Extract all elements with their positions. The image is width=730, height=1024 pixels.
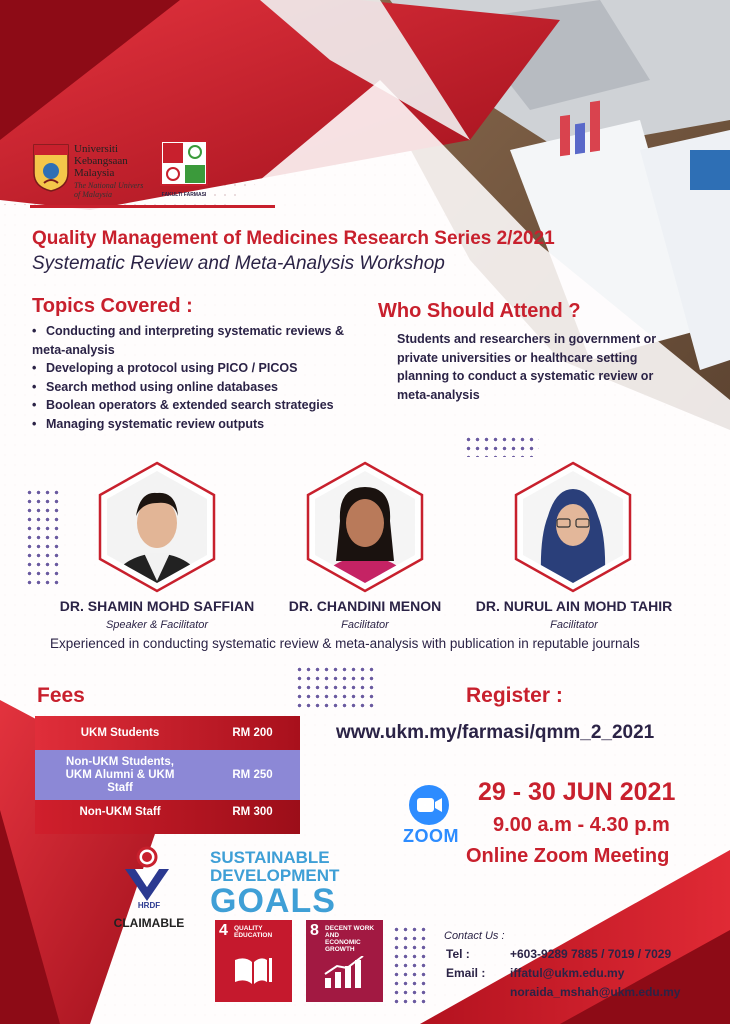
- ukm-name-block: [74, 143, 143, 199]
- speaker-2-name: DR. CHANDINI MENON: [288, 598, 442, 614]
- contact-email-2[interactable]: noraida_mshah@ukm.edu.my: [510, 985, 681, 999]
- topic-item: • Managing systematic review outputs: [32, 416, 265, 431]
- fee-category: UKM Students: [80, 726, 160, 739]
- dot-pattern-contact: [392, 925, 430, 1005]
- fee-category: Non-UKM Staff: [79, 806, 161, 818]
- topic-item: • Search method using online databases: [32, 379, 279, 394]
- event-date: 29 - 30 JUN 2021: [478, 778, 676, 806]
- dot-pattern-fees: [295, 665, 375, 710]
- ukm-tagline-line1: The National Univers: [74, 181, 144, 190]
- dot-pattern-mid: [464, 435, 539, 457]
- hrdf-logo: [105, 845, 193, 935]
- fees-heading: Fees: [37, 684, 85, 707]
- audience-line: meta-analysis: [397, 387, 480, 402]
- speaker-photo-1: [96, 461, 218, 593]
- topics-heading: Topics Covered :: [32, 295, 193, 317]
- event-title: Quality Management of Medicines Research Series 2/2021: [32, 228, 555, 249]
- sdg-goal-4-number: 4: [219, 922, 228, 939]
- sdg-goal-8-number: 8: [310, 922, 319, 939]
- audience-heading: Who Should Attend ?: [378, 300, 581, 322]
- audience-line: private universities or healthcare setting: [397, 350, 638, 365]
- contact-heading: Contact Us :: [444, 930, 505, 942]
- speaker-photo-2: [304, 461, 426, 593]
- event-time: 9.00 a.m - 4.30 p.m: [493, 814, 670, 836]
- ukm-name-line2: Kebangsaan: [74, 155, 128, 167]
- sdg-goal-8-label: DECENT WORK AND ECONOMIC GROWTH: [325, 925, 375, 953]
- topics-list: [32, 322, 352, 433]
- topic-item: • Conducting and interpreting systematic reviews &: [32, 324, 344, 338]
- hrdf-claimable: CLAIMABLE: [113, 916, 185, 930]
- register-heading: Register :: [466, 684, 563, 707]
- growth-chart-icon: [323, 956, 367, 988]
- fee-row-ukm-students: [35, 716, 300, 750]
- book-pencil-icon: [233, 956, 273, 986]
- speaker-3-name: DR. NURUL AIN MOHD TAHIR: [475, 598, 673, 614]
- faculty-logo: [160, 140, 208, 196]
- faculty-pharmacy-icon: [160, 140, 208, 186]
- zoom-camera-icon: [408, 784, 450, 826]
- fee-price: RM 250: [232, 769, 273, 781]
- topic-item: • Developing a protocol using PICO / PICOS: [32, 361, 298, 375]
- speaker-3-role: Facilitator: [550, 619, 598, 631]
- fee-price: RM 200: [232, 727, 273, 739]
- speaker-2-role: Facilitator: [341, 619, 389, 631]
- experience-note: Experienced in conducting systematic review & meta-analysis with publication in reputable journals: [50, 636, 640, 651]
- sdg-line3: GOALS: [210, 882, 336, 920]
- audience-line: planning to conduct a systematic review or: [397, 369, 654, 383]
- speaker-1-name: DR. SHAMIN MOHD SAFFIAN: [59, 598, 255, 614]
- sdg-goal-4-tile: [215, 920, 292, 1002]
- sdg-line2: DEVELOPMENT: [210, 866, 340, 885]
- audience-line: Students and researchers in government or: [397, 332, 657, 346]
- topic-item-cont: meta-analysis: [32, 342, 115, 357]
- hrdf-label: HRDF: [137, 901, 161, 910]
- register-url-link[interactable]: www.ukm.my/farmasi/qmm_2_2021: [336, 722, 655, 743]
- fee-row-non-ukm-staff: [35, 800, 300, 834]
- hrdf-icon: [117, 845, 177, 905]
- ukm-name-line3: Malaysia: [74, 167, 115, 179]
- zoom-label: ZOOM: [403, 826, 459, 846]
- fee-category: Non-UKM Students, UKM Alumni & UKM Staff: [65, 755, 175, 794]
- fee-price: RM 300: [232, 806, 273, 818]
- contact-email-label: Email :: [446, 966, 486, 980]
- sdg-logo: [210, 848, 340, 920]
- speaker-1-role: Speaker & Facilitator: [105, 619, 209, 631]
- sdg-goal-8-tile: [306, 920, 383, 1002]
- faculty-name: FAKULTI FARMASI: [161, 192, 207, 198]
- contact-tel[interactable]: +603-9289 7885 / 7019 / 7029: [510, 947, 672, 961]
- contact-email-1[interactable]: iffatul@ukm.edu.my: [510, 966, 625, 980]
- sdg-line1: SUSTAINABLE: [210, 848, 330, 867]
- fee-row-non-ukm-students: [35, 750, 300, 800]
- speaker-photo-3: [512, 461, 634, 593]
- ukm-logo: [32, 143, 70, 198]
- ukm-crest-icon: [32, 143, 70, 193]
- topic-item: • Boolean operators & extended search strategies: [32, 398, 334, 412]
- ukm-name-line1: Universiti: [74, 143, 118, 155]
- ukm-tagline-line2: of Malaysia: [74, 190, 112, 199]
- sdg-goal-4-label: QUALITY EDUCATION: [234, 925, 273, 939]
- zoom-logo: [396, 784, 466, 847]
- event-subtitle: Systematic Review and Meta-Analysis Workshop: [32, 253, 445, 274]
- event-venue: Online Zoom Meeting: [466, 845, 670, 867]
- dot-pattern-left: [25, 488, 61, 588]
- contact-tel-label: Tel :: [446, 947, 470, 961]
- audience-text: [397, 330, 687, 404]
